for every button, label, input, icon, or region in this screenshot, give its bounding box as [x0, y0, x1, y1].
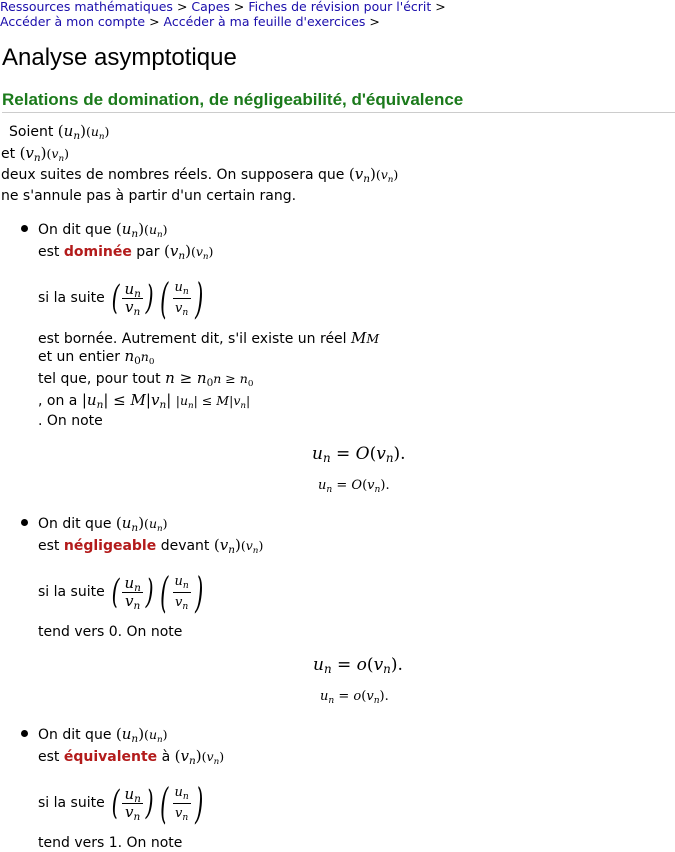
math-un-sequence: $(u_n)$ — [115, 220, 145, 240]
breadcrumb-link-fiches[interactable]: Fiches de révision pour l'écrit — [248, 0, 432, 14]
item2-line-3 — [38, 566, 207, 617]
item-after: tend vers 1. On note — [38, 835, 183, 851]
math-un-fallback: $(u_n)$ — [85, 124, 110, 142]
intro-soient: Soient — [9, 124, 54, 140]
breadcrumb-link-ressources[interactable]: Ressources mathématiques — [0, 0, 173, 14]
item-si-la-suite: si la suite — [38, 290, 105, 306]
item-est: est — [38, 749, 60, 765]
math-ratio-un-vn: ( $\frac{u_n}{v_n}$ ) — [111, 783, 154, 823]
math-n0-fallback: $n_0$ — [140, 349, 155, 367]
item-on-note: . On note — [38, 413, 103, 429]
item-par: par — [136, 244, 160, 260]
math-un-fallback: $(u_n)$ — [144, 516, 168, 534]
math-inequality: $|u_n| \le M|v_n|$ — [81, 391, 172, 411]
item3-line-4 — [38, 834, 182, 852]
item-after: est bornée. Autrement dit, s'il existe un réel — [38, 331, 347, 347]
breadcrumb — [0, 0, 446, 29]
item-on-dit-que: On dit que — [38, 222, 112, 238]
math-M: M — [351, 329, 367, 347]
keyword-equivalente: équivalente — [63, 749, 158, 765]
item-after: tend vers 0. On note — [38, 624, 183, 640]
item2-line-2 — [38, 536, 263, 555]
item-est: est — [38, 244, 60, 260]
math-M-fallback: M — [366, 331, 380, 346]
math-un-sequence: $(u_n)$ — [57, 122, 86, 142]
math-vn-sequence: $(v_n)$ — [174, 747, 202, 767]
display-little-o: $u_n = o(v_n)$. — [313, 655, 403, 676]
math-ratio-fallback: ( $\frac{u_n}{v_n}$ ) — [160, 567, 204, 617]
item1-line-8 — [38, 412, 103, 430]
item-tel-que: tel que, pour tout — [38, 371, 161, 387]
math-n-geq-n0: $n \ge n_0$ — [165, 369, 214, 389]
math-inequality-fallback: $|u_n| \le M|v_n|$ — [175, 393, 251, 411]
item-on-a: , on a — [38, 393, 78, 409]
list-bullet — [21, 225, 28, 232]
math-ratio-un-vn: ( $\frac{u_n}{v_n}$ ) — [111, 572, 154, 612]
intro-et: et — [1, 146, 16, 162]
breadcrumb-separator: > — [435, 0, 446, 14]
item-a: à — [161, 749, 171, 765]
math-un-fallback: $(u_n)$ — [144, 222, 168, 240]
item2-line-1 — [38, 514, 168, 533]
item3-line-3 — [38, 777, 207, 828]
breadcrumb-separator: > — [149, 14, 160, 29]
keyword-negligeable: négligeable — [63, 538, 157, 554]
intro-line-3 — [1, 165, 398, 184]
math-vn-sequence: $(v_n)$ — [213, 536, 241, 556]
math-ratio-fallback: ( $\frac{u_n}{v_n}$ ) — [160, 273, 204, 323]
breadcrumb-link-capes[interactable]: Capes — [191, 0, 230, 14]
math-vn-sequence: $(v_n)$ — [19, 144, 47, 164]
list-bullet — [21, 730, 28, 737]
item2-line-4 — [38, 623, 182, 641]
math-vn-fallback: $(v_n)$ — [201, 749, 225, 767]
item1-line-6 — [38, 369, 253, 388]
breadcrumb-separator: > — [369, 14, 380, 29]
intro-deux-suites: deux suites de nombres réels. On supposera que — [1, 167, 345, 183]
item1-line-7 — [38, 391, 250, 410]
math-ratio-un-vn: ( $\frac{u_n}{v_n}$ ) — [111, 278, 154, 318]
display-little-o-fallback: $u_n = o(v_n)$. — [320, 689, 389, 706]
math-n0: $n_0$ — [124, 347, 141, 367]
math-vn-sequence: $(v_n)$ — [163, 242, 191, 262]
item3-line-2 — [38, 747, 224, 766]
item-si-la-suite: si la suite — [38, 795, 105, 811]
breadcrumb-separator: > — [233, 0, 245, 14]
breadcrumb-link-compte[interactable]: Accéder à mon compte — [0, 14, 146, 29]
math-vn-fallback: $(v_n)$ — [375, 167, 399, 185]
item-est: est — [38, 538, 60, 554]
item-et-un-entier: et un entier — [38, 349, 120, 365]
math-un-sequence: $(u_n)$ — [115, 725, 145, 745]
math-ratio-fallback: ( $\frac{u_n}{v_n}$ ) — [160, 778, 204, 828]
intro-ne-s-annule: ne s'annule pas à partir d'un certain rang. — [1, 188, 297, 204]
intro-line-4 — [1, 187, 296, 205]
display-big-O-fallback: $u_n = O(v_n)$. — [318, 478, 390, 495]
math-vn-fallback: $(v_n)$ — [240, 538, 264, 556]
item-devant: devant — [160, 538, 210, 554]
math-un-sequence: $(u_n)$ — [115, 514, 145, 534]
intro-line-2 — [1, 144, 69, 163]
math-vn-fallback: $(v_n)$ — [190, 244, 214, 262]
item-on-dit-que: On dit que — [38, 727, 112, 743]
item1-line-1 — [38, 220, 168, 239]
math-un-fallback: $(u_n)$ — [144, 727, 168, 745]
item-si-la-suite: si la suite — [38, 584, 105, 600]
list-bullet — [21, 519, 28, 526]
item-on-dit-que: On dit que — [38, 516, 112, 532]
math-n-geq-n0-fallback: $n \ge n_0$ — [213, 371, 254, 389]
breadcrumb-separator: > — [176, 0, 188, 14]
item1-line-4 — [38, 329, 379, 348]
keyword-dominee: dominée — [63, 244, 132, 260]
breadcrumb-link-exercices[interactable]: Accéder à ma feuille d'exercices — [163, 14, 366, 29]
page-title: Analyse asymptotique — [2, 44, 237, 71]
item1-line-3 — [38, 272, 207, 323]
intro-line-1 — [9, 122, 109, 141]
math-vn-fallback: $(v_n)$ — [46, 146, 70, 164]
item1-line-2 — [38, 242, 213, 261]
display-big-O: $u_n = O(v_n)$. — [312, 444, 406, 465]
item3-line-1 — [38, 725, 168, 744]
math-vn-sequence: $(v_n)$ — [348, 165, 376, 185]
section-title: Relations de domination, de négligeabilité, d'équivalence — [2, 90, 675, 113]
breadcrumb-row-2 — [0, 14, 446, 29]
breadcrumb-row-1 — [0, 0, 446, 14]
item1-line-5 — [38, 347, 154, 366]
